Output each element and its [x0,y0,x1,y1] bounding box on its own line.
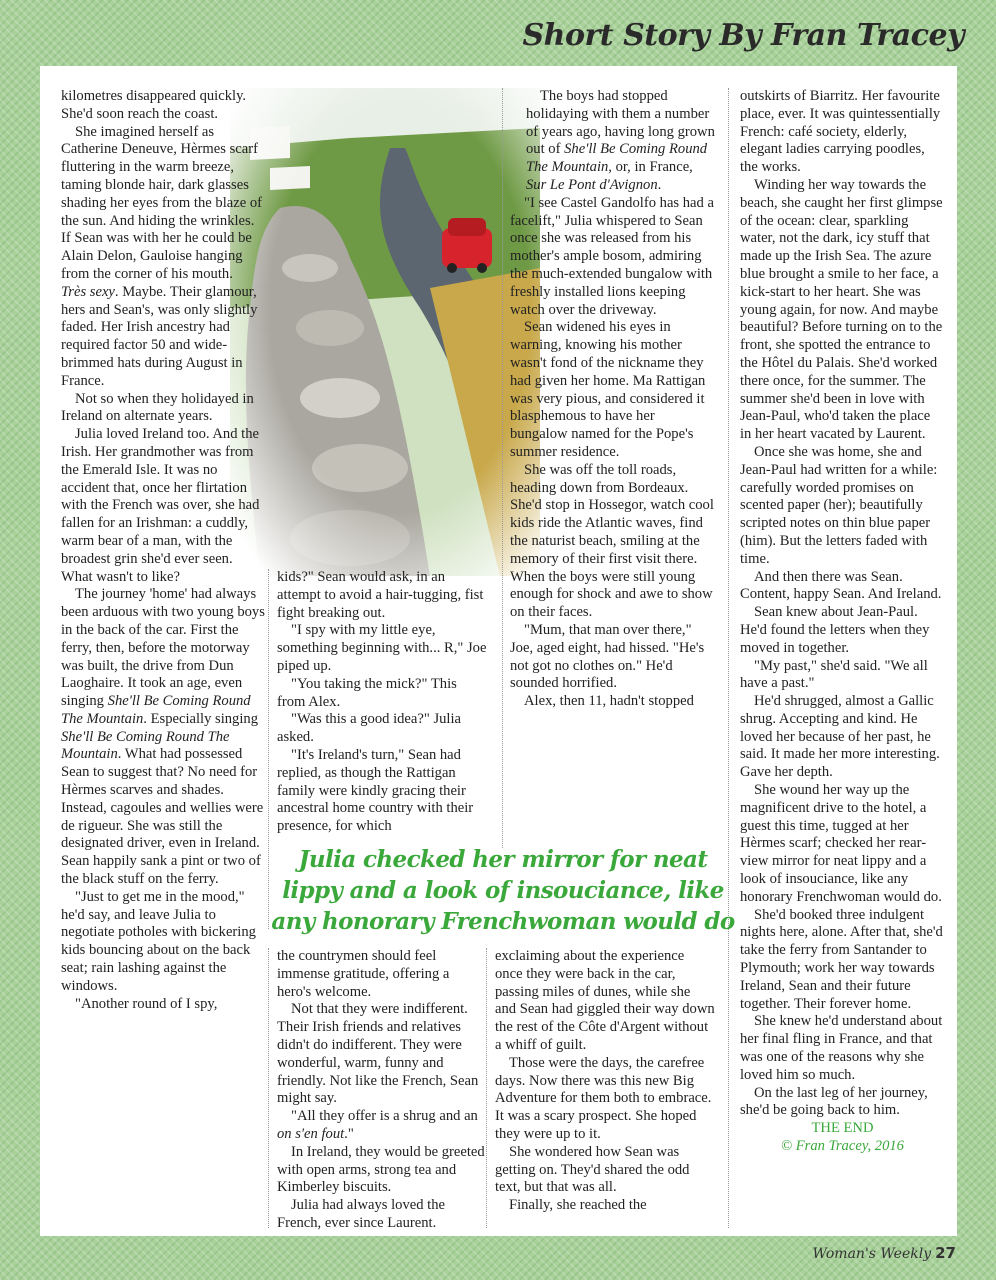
paragraph: "Was this a good idea?" Julia asked. [277,711,462,746]
paragraph: "I spy with my little eye, something beginning with... R," Joe piped up. [277,622,487,674]
column-divider [502,88,503,848]
paragraph: kids?" Sean would ask, in an attempt to avoid a hair-tugging, fist fight breaking out. [277,569,484,621]
column-3 [510,88,715,711]
paragraph: She wound her way up the magnificent drive to the hotel, a guest this time, tugged at her Hèrmes scarf; checked her rear-view mirror for neat lippy and a look of insouciance, like any honorary Frenchwoman would do. [740,782,942,905]
paragraph: Sean widened his eyes in warning, knowing his mother wasn't fond of the nickname they had given her home. Ma Rattigan was very pious, and considered it blasphemous to have her bungalow named for the Pope's summer residence. [510,319,706,460]
paragraph: The boys had stopped holidaying with them a number of years ago, having long grown out of She'll Be Coming Round The Mountain, or, in France, Sur Le Pont d'Avignon. [526,88,715,193]
paragraph: She wondered how Sean was getting on. They'd shared the odd text, but that was all. [495,1143,690,1196]
paragraph: Julia loved Ireland too. And the Irish. Her grandmother was from the Emerald Isle. It was no accident that, once her flirtation with the French was over, she had fallen for an Irishman: a cuddly, warm bear of a man, with the broadest grin she'd ever seen. What wasn't to like? [61,426,260,585]
paragraph: "Just to get me in the mood," he'd say, and leave Julia to negotiate potholes with bickering kids bouncing about on the back seat; rain lashing against the windows. [61,888,256,994]
paragraph: "Another round of I spy, [75,995,218,1012]
paragraph: Winding her way towards the beach, she caught her first glimpse of the ocean: clear, sparkling water, not the dark, icy stuff that made up the Irish Sea. The azure blue brought a smile to her face, a kick-start to her heart. She was young again, for now. And maybe beautiful? Before turning on to the front, she spotted the entrance to the Hôtel du Palais. She'd worked there once, for the summer. The summer she'd been in love with Jean-Paul, who'd taken the place in her heart vacated by Laurent. [740,176,943,443]
page-number: 27 [935,1244,956,1262]
paragraph: He'd shrugged, almost a Gallic shrug. Accepting and kind. He loved her because of her past, he said. It made her more interesting. Gave her depth. [740,693,940,781]
article-panel [40,66,957,1236]
paragraph: "It's Ireland's turn," Sean had replied, as though the Rattigan family were kindly gracing their ancestral home country with their presence, for which [277,746,474,835]
pull-quote: Julia checked her mirror for neat lippy and a look of insouciance, like any honorary Frenchwoman would do [271,846,735,935]
paragraph: Sean knew about Jean-Paul. He'd found the letters when they moved in together. [740,604,930,656]
column-divider [486,948,487,1228]
paragraph: kilometres disappeared quickly. She'd soon reach the coast. [61,88,247,122]
the-end: THE END [811,1120,874,1137]
paragraph: Très sexy. Maybe. Their glamour, hers and Sean's, was only slightly faded. Her Irish ancestry had required factor 50 and wide-brimmed hats during August in France. [61,283,258,389]
paragraph: "Mum, that man over there," Joe, aged eight, had hissed. "He's not got no clothes on." He'd sounded horrified. [510,621,705,692]
paragraph: outskirts of Biarritz. Her favourite place, ever. It was quintessentially French: café society, elderly, elegant ladies carrying poodles, the works. [740,88,941,176]
column-divider [268,948,269,1228]
paragraph: Those were the days, the carefree days. Now there was this new Big Adventure for them both to embrace. It was a scary prospect. She hoped they were up to it. [495,1054,712,1142]
paragraph: "You taking the mick?" This from Alex. [277,675,457,710]
paragraph: Finally, she reached the [509,1197,647,1214]
paragraph: "My past," she'd said. "We all have a past." [740,657,928,692]
copyright: © Fran Tracey, 2016 [781,1138,904,1155]
paragraph: She was off the toll roads, heading down from Bordeaux. She'd stop in Hossegor, watch cool kids ride the Atlantic waves, find the naturist beach, smiling at the memory of their first visit there. When the boys were still young enough for shock and awe to show on their faces. [510,461,714,621]
paragraph: Not so when they holidayed in Ireland on alternate years. [61,390,254,425]
footer [812,1244,956,1262]
paragraph: exclaiming about the experience once they were back in the car, passing miles of dunes, while she and Sean had giggled their way down the rest of the Côte d'Argent without a whiff of guilt. [495,948,715,1053]
magazine-name: Woman's Weekly [812,1246,932,1262]
paragraph: "All they offer is a shrug and an on s'en fout." [277,1108,478,1142]
column-3-lower [495,948,715,1215]
column-1 [61,88,266,1013]
paragraph: Julia had always loved the French, ever since Laurent. [277,1197,446,1231]
column-divider [728,88,729,1228]
paragraph: Alex, then 11, hadn't stopped [524,693,694,710]
paragraph: the countrymen should feel immense gratitude, offering a hero's welcome. [277,948,450,1000]
paragraph: In Ireland, they would be greeted with open arms, strong tea and Kimberley biscuits. [277,1143,485,1196]
column-4 [740,88,945,1156]
column-2-lower [277,948,487,1233]
paragraph: "I see Castel Gandolfo has had a facelift," Julia whispered to Sean once she was released from his mother's ample bosom, admiring the much-extended bungalow with freshly installed lions keeping watch over the driveway. [510,194,714,318]
paragraph: On the last leg of her journey, she'd be going back to him. [740,1084,928,1119]
paragraph: The journey 'home' had always been arduous with two young boys in the back of the car. First the ferry, then, before the motorway was built, the drive from Dun Laoghaire. It took an age, even singing She'll Be Coming Round The Mountain. Especially singing She'll Be Coming Round The Mountain. What had possessed Sean to suggest that? No need for Hèrmes scarves and shades. Instead, cagoules and wellies were de rigueur. She was still the designated driver, even in Ireland. Sean happily sank a pint or two of the black stuff on the ferry. [61,586,265,888]
paragraph: She'd booked three indulgent nights here, alone. After that, she'd take the ferry from Santander to Plymouth; work her way towards Ireland, Sean and their future together. Their forever home. [740,906,943,1012]
column-2 [277,569,487,836]
paragraph: Once she was home, she and Jean-Paul had written for a while: carefully worded promises on scented paper (her); beautifully scripted notes on thin blue paper (him). But the letters faded with time. [740,443,938,567]
story-title: Short Story By Fran Tracey [522,18,964,53]
paragraph: She imagined herself as Catherine Deneuve, Hèrmes scarf fluttering in the warm breeze, taming blonde hair, dark glasses shading her eyes from the blaze of the sun. And hiding the wrinkles. If Sean was with her he could be Alain Delon, Gauloise hanging from the corner of his mouth. [61,123,262,282]
paragraph: Not that they were indifferent. Their Irish friends and relatives didn't do indifferent. They were wonderful, warm, funny and friendly. Not like the French, Sean might say. [277,1001,479,1107]
paragraph: She knew he'd understand about her final fling in France, and that was one of the reasons why she loved him so much. [740,1013,943,1083]
paragraph: And then there was Sean. Content, happy Sean. And Ireland. [740,568,942,603]
road-photo [230,88,540,576]
